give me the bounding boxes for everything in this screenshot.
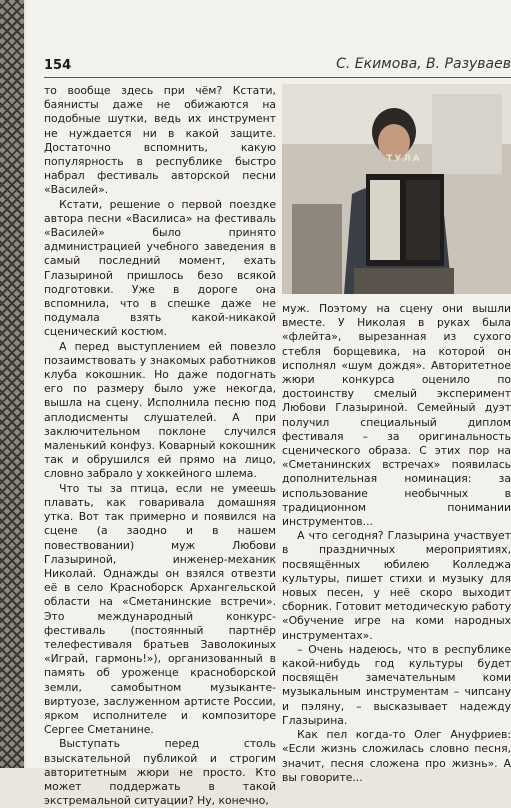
book-page [26,0,511,808]
right-column [282,302,511,784]
accordion-label: ТУЛА [386,154,422,164]
left-column [44,84,276,808]
paragraph: Кстати, решение о первой поездке автора песни «Василиса» на фестиваль «Василей» было принято администрацией учебного заведения в самый последний момент, ехать Глазыриной пришлось безо всякой подготовки. Уже в дороге она вспомнила, что в спешке даже не подумала взять какой-никакой сценический костюм. [44,197,276,339]
paragraph: Выступать перед столь взыскательной публикой и строгим авторитетным жюри не просто. Кто может поддержать в такой экстремальной ситуации? Ну, конечно, [44,737,276,808]
paragraph: А что сегодня? Глазырина участвует в праздничных мероприятиях, посвящённых юбилею Колледжа культуры, пишет стихи и музыку для новых песен, у неё скоро выходит сборник. Готовит методическую работу «Обучение игре на коми народных инструментах». [282,529,511,642]
running-title: С. Екимова, В. Разуваев [336,56,511,72]
paragraph: то вообще здесь при чём? Кстати, баянисты даже не обижаются на подобные шутки, ведь их инструмент не нуждается ни в какой защите. Достаточно вспомнить, какую популярность в республике быстро набрал фестиваль авторской песни «Василей». [44,84,276,197]
photo-woman-with-accordion [282,84,511,294]
photo-illustration [282,84,511,294]
header-rule [44,77,511,78]
paragraph: Что ты за птица, если не умеешь плавать, как говаривала домашняя утка. Вот так примерно и появился на сцене (а заодно и в нашем повествовании) муж Любови Глазыриной, инженер-механик Николай. Однажды он взялся отвезти её в село Красноборск Архангельской области на «Сметанинские встречи». Это международный конкурс-фестиваль (постоянный партнёр телефестиваля братьев Заволокиных «Играй, гармонь!»), организованный в память об уроженце красноборской земли, самобытном музыканте-виртуозе, заслуженном артисте России, ярком исполнителе и композиторе Сергее Сметанине. [44,481,276,737]
paragraph: муж. Поэтому на сцену они вышли вместе. У Николая в руках была «флейта», вырезанная из сухого стебля борщевика, на которой он исполнял «шум дождя». Авторитетное жюри конкурса оценило по достоинству смелый эксперимент Любови Глазыриной. Семейный дуэт получил специальный диплом фестиваля – за оригинальность сценического образа. С этих пор на «Сметанинских встречах» появилась дополнительная номинация: за использование необычных в традиционном понимании инструментов... [282,302,511,529]
page-number: 154 [44,58,72,73]
paragraph: – Очень надеюсь, что в республике какой-нибудь год культуры будет посвящён замечательным коми музыкальным инструментам – чипсану и пэляну, – высказывает надежду Глазырина. [282,642,511,727]
paragraph: А перед выступлением ей повезло позаимствовать у знакомых работников клуба кокошник. Но даже подогнать его по размеру было уже некогда, вышла на сцену. Исполнила песню под аплодисменты слушателей. А при заключительном поклоне случился маленький конфуз. Коварный кокошник так и обрушился ей прямо на лицо, словно забрало у хоккейного шлема. [44,339,276,481]
ornamental-border [0,0,24,768]
paragraph: Как пел когда-то Олег Ануфриев: «Если жизнь сложилась словно песня, значит, песня сложена про жизнь». А вы говорите... [282,728,511,784]
